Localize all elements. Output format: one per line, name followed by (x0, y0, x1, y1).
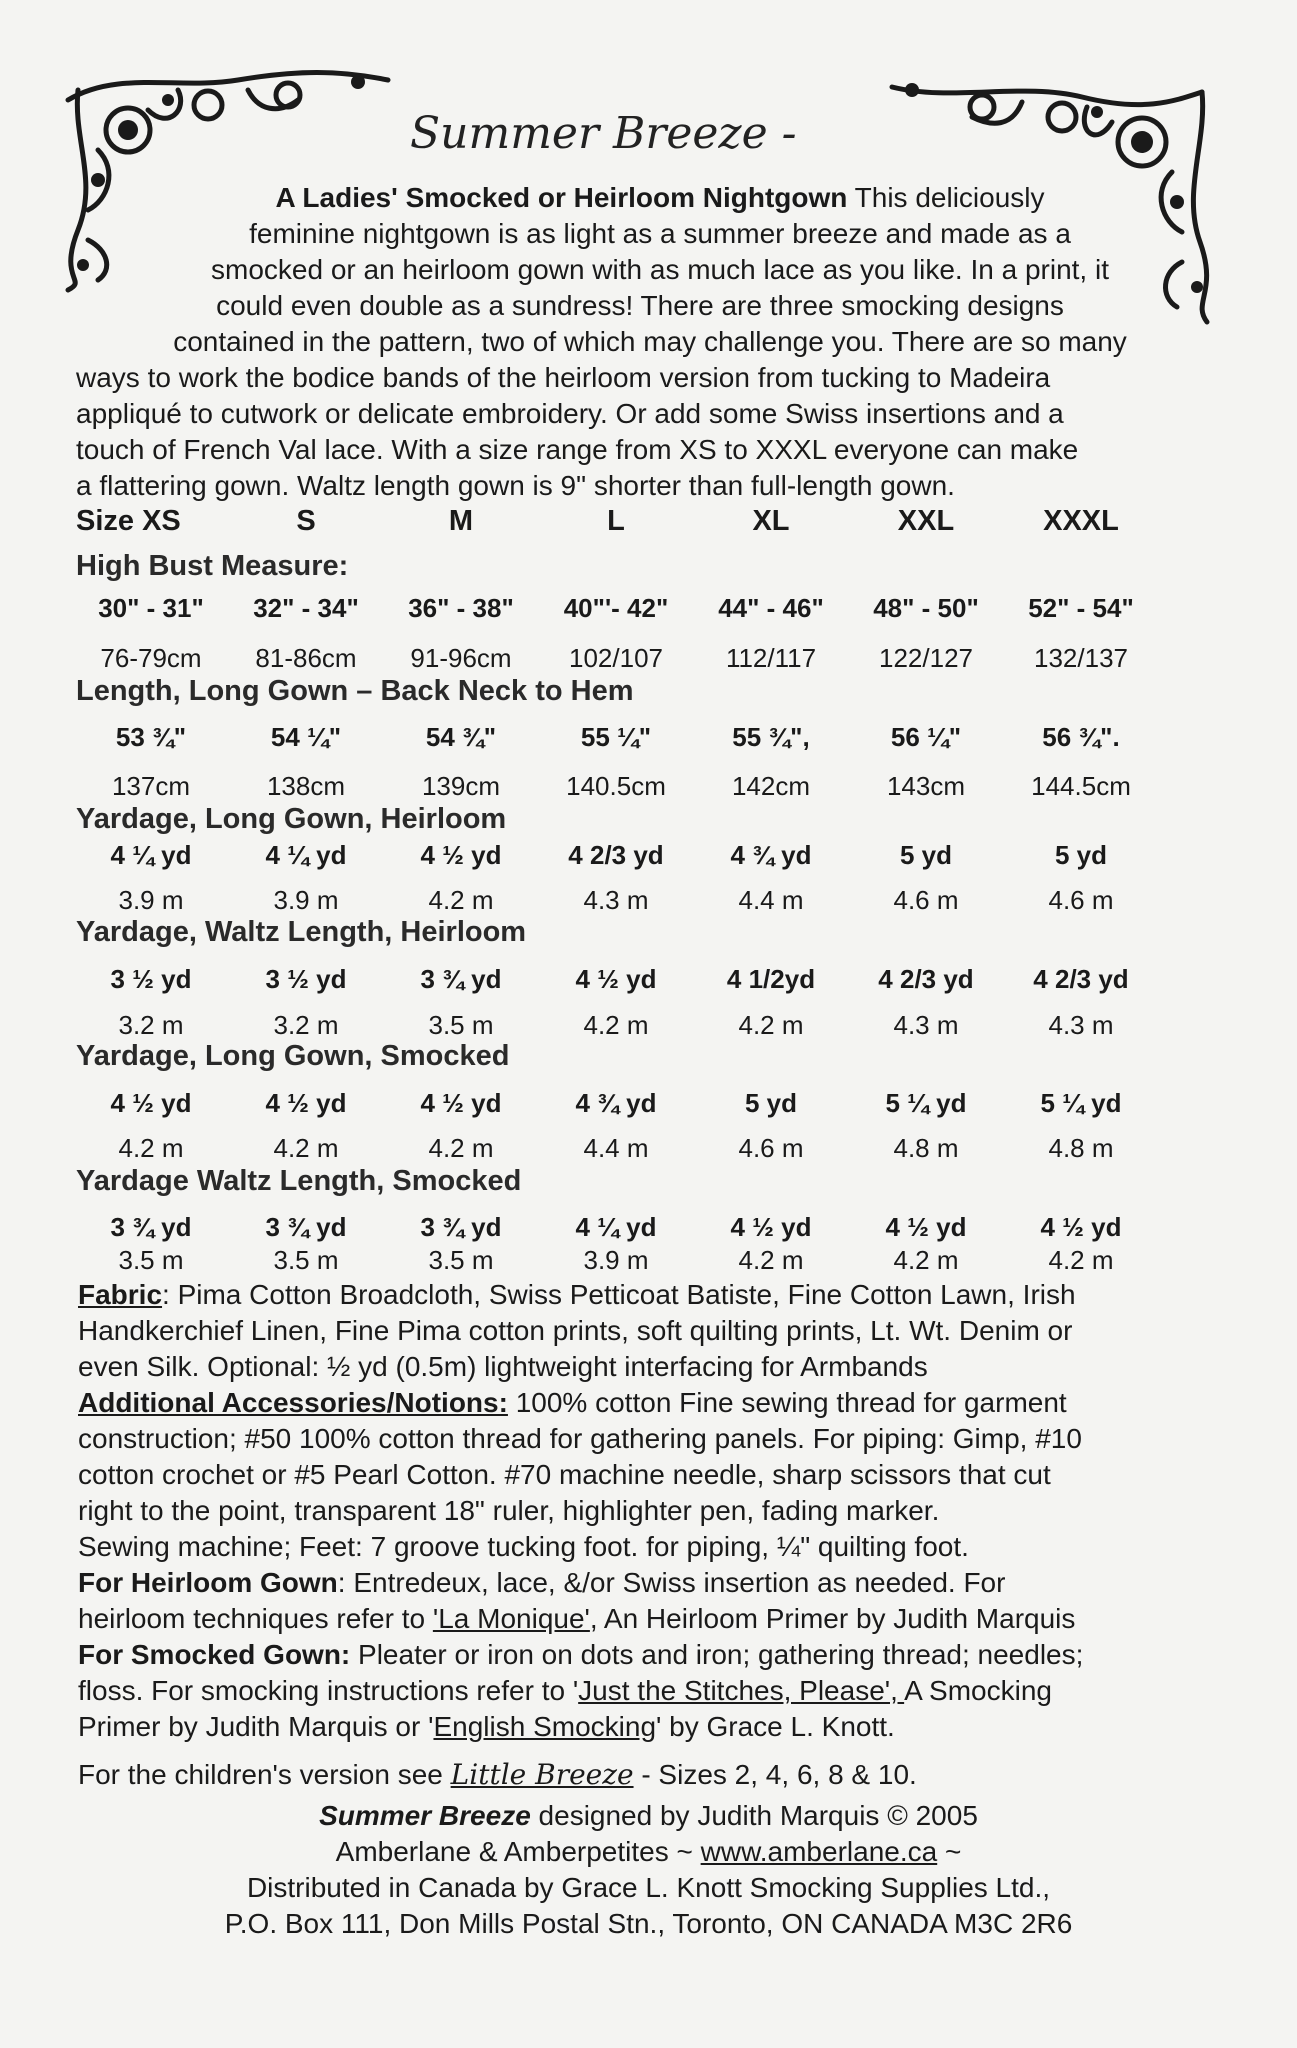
table-cell: 32" - 34" (253, 593, 359, 623)
table-cell: 4.2 m (273, 1133, 339, 1163)
table-cell: 3 ¾ yd (110, 1212, 192, 1242)
table-cell: 56 ¾". (1042, 722, 1120, 752)
table-cell: 4 ½ yd (420, 840, 502, 870)
table-cell: 3 ¾ yd (420, 1212, 502, 1242)
section-heading: Yardage, Long Gown, Smocked (76, 1040, 510, 1072)
table-cell: 4 ½ yd (265, 1088, 347, 1118)
table-cell: 3.5 m (118, 1245, 184, 1275)
table-cell: 3.2 m (118, 1010, 184, 1040)
table-cell: 3.9 m (118, 885, 184, 915)
table-cell: 4.2 m (428, 885, 494, 915)
children-post: - Sizes 2, 4, 6, 8 & 10. (633, 1759, 917, 1790)
table-cell: 137cm (111, 771, 191, 801)
imperial-row (76, 1212, 1226, 1248)
table-cell: 4.2 m (738, 1245, 804, 1275)
heirloom-label: For Heirloom Gown (78, 1567, 338, 1598)
table-cell: 52" - 54" (1028, 593, 1134, 623)
table-cell: 4.4 m (583, 1133, 649, 1163)
table-cell: 4 ½ yd (575, 964, 657, 994)
table-cell: 56 ¼" (890, 722, 962, 752)
table-cell: 4.8 m (893, 1133, 959, 1163)
table-cell: 5 yd (899, 840, 953, 870)
table-cell: 4 ¼ yd (575, 1212, 657, 1242)
metric-row (76, 771, 1226, 807)
footer-company: Amberlane & Amberpetites ~ (335, 1836, 701, 1867)
intro-line-1 (70, 180, 1250, 216)
footer-design-title: Summer Breeze (319, 1800, 531, 1831)
fabric-line-1 (78, 1277, 1076, 1313)
heirloom-pre: heirloom techniques refer to (78, 1603, 433, 1634)
footer-address: P.O. Box 111, Don Mills Postal Stn., Toronto, ON CANADA M3C 2R6 (224, 1908, 1073, 1939)
accessories-line-3: cotton crochet or #5 Pearl Cotton. #70 machine needle, sharp scissors that cut (78, 1459, 1051, 1490)
table-cell: 4.4 m (738, 885, 804, 915)
accessories-line-5: Sewing machine; Feet: 7 groove tucking foot. for piping, ¼" quilting foot. (78, 1531, 969, 1562)
metric-row (76, 643, 1226, 679)
fabric-text-1: : Pima Cotton Broadcloth, Swiss Petticoat Batiste, Fine Cotton Lawn, Irish (162, 1279, 1076, 1310)
table-cell: 4.3 m (583, 885, 649, 915)
intro-lead: A Ladies' Smocked or Heirloom Nightgown (275, 182, 848, 213)
table-cell: 3 ½ yd (110, 964, 192, 994)
table-cell: 3.5 m (428, 1245, 494, 1275)
table-cell: 5 ¼ yd (885, 1088, 967, 1118)
table-cell: 132/137 (1034, 643, 1128, 673)
size-xl: XL (752, 505, 790, 537)
imperial-row (76, 722, 1226, 758)
table-cell: 4.6 m (893, 885, 959, 915)
footer-distributed: Distributed in Canada by Grace L. Knott Smocking Supplies Ltd., (246, 1872, 1051, 1903)
accessories-label: Additional Accessories/Notions: (78, 1387, 508, 1418)
size-label: Size XS (76, 505, 181, 537)
table-cell: 4.2 m (428, 1133, 494, 1163)
table-cell: 5 ¼ yd (1040, 1088, 1122, 1118)
smocked-label: For Smocked Gown: (78, 1639, 351, 1670)
heirloom-text-1: : Entredeux, lace, &/or Swiss insertion as needed. For (337, 1567, 1006, 1598)
heirloom-line-1 (78, 1565, 1005, 1601)
table-cell: 102/107 (569, 643, 663, 673)
smocked-post-3: ' by Grace L. Knott. (656, 1711, 895, 1742)
intro-line-9: a flattering gown. Waltz length gown is 9" shorter than full-length gown. (76, 470, 955, 501)
table-cell: 4.2 m (118, 1133, 184, 1163)
fabric-line-2: Handkerchief Linen, Fine Pima cotton prints, soft quilting prints, Lt. Wt. Denim or (78, 1315, 1073, 1346)
accessories-line-2: construction; #50 100% cotton thread for gathering panels. For piping: Gimp, #10 (78, 1423, 1082, 1454)
table-cell: 5 yd (1054, 840, 1108, 870)
table-cell: 4 2/3 yd (1033, 964, 1129, 994)
table-cell: 54 ¼" (270, 722, 342, 752)
section-heading: Yardage, Long Gown, Heirloom (76, 803, 507, 835)
table-cell: 4 1/2yd (726, 964, 816, 994)
table-cell: 4 ½ yd (1040, 1212, 1122, 1242)
table-cell: 3.9 m (583, 1245, 649, 1275)
table-cell: 4 ½ yd (420, 1088, 502, 1118)
table-cell: 55 ¾", (732, 722, 810, 752)
table-cell: 140.5cm (566, 771, 666, 801)
table-cell: 4.6 m (738, 1133, 804, 1163)
footer-company-line (0, 1836, 1297, 1868)
table-cell: 4.3 m (893, 1010, 959, 1040)
accessories-text-1: 100% cotton Fine sewing thread for garment (507, 1387, 1067, 1418)
table-cell: 36" - 38" (408, 593, 514, 623)
table-cell: 4 2/3 yd (568, 840, 664, 870)
section-heading: Yardage, Waltz Length, Heirloom (76, 916, 527, 948)
table-cell: 4 ¾ yd (730, 840, 812, 870)
table-cell: 4.6 m (1048, 885, 1114, 915)
metric-row (76, 1133, 1226, 1169)
size-m: M (448, 505, 474, 537)
english-smocking-reference: English Smocking (433, 1711, 657, 1742)
la-monique-reference: 'La Monique' (432, 1603, 590, 1634)
intro-line-6: ways to work the bodice bands of the heirloom version from tucking to Madeira (76, 362, 1051, 393)
smocked-pre: floss. For smocking instructions refer to ' (78, 1675, 579, 1706)
intro-line-5: contained in the pattern, two of which may challenge you. There are so many (173, 326, 1127, 357)
size-s: S (296, 505, 316, 537)
smocked-pre-3: Primer by Judith Marquis or ' (78, 1711, 434, 1742)
table-cell: 53 ¾" (115, 722, 187, 752)
footer-design-line (0, 1800, 1297, 1832)
footer-designed-by: designed by Judith Marquis © 2005 (530, 1800, 978, 1831)
children-pre: For the children's version see (78, 1759, 451, 1790)
imperial-row (76, 593, 1226, 629)
smocked-line-1 (78, 1637, 1083, 1673)
smocked-text-1: Pleater or iron on dots and iron; gathering thread; needles; (350, 1639, 1084, 1670)
table-cell: 4 2/3 yd (878, 964, 974, 994)
table-cell: 3.5 m (428, 1010, 494, 1040)
smocked-line-2 (78, 1673, 1052, 1709)
table-cell: 55 ¼" (580, 722, 652, 752)
little-breeze-reference: Little Breeze (450, 1758, 634, 1791)
table-cell: 3 ¾ yd (420, 964, 502, 994)
imperial-row (76, 1088, 1226, 1124)
metric-row (76, 1245, 1226, 1281)
table-cell: 3.5 m (273, 1245, 339, 1275)
table-cell: 4.2 m (893, 1245, 959, 1275)
smocked-post: A Smocking (904, 1675, 1052, 1706)
heirloom-post: , An Heirloom Primer by Judith Marquis (589, 1603, 1076, 1634)
website-link[interactable]: www.amberlane.ca (700, 1836, 938, 1867)
section-heading: High Bust Measure: (76, 550, 349, 582)
page-title: Summer Breeze - (410, 108, 797, 159)
table-cell: 4 ½ yd (110, 1088, 192, 1118)
table-cell: 3 ½ yd (265, 964, 347, 994)
table-cell: 3.9 m (273, 885, 339, 915)
table-cell: 4 ½ yd (885, 1212, 967, 1242)
table-cell: 4 ½ yd (730, 1212, 812, 1242)
just-the-stitches-reference: Just the Stitches, Please', (578, 1675, 905, 1706)
accessories-line-4: right to the point, transparent 18" ruler, highlighter pen, fading marker. (78, 1495, 940, 1526)
table-cell: 138cm (266, 771, 346, 801)
table-cell: 40"'- 42" (563, 593, 669, 623)
table-cell: 144.5cm (1031, 771, 1131, 801)
table-cell: 4 ¼ yd (110, 840, 192, 870)
table-cell: 3.2 m (273, 1010, 339, 1040)
table-cell: 81-86cm (255, 643, 357, 673)
accessories-line-1 (78, 1385, 1067, 1421)
table-cell: 4.3 m (1048, 1010, 1114, 1040)
table-cell: 4.2 m (738, 1010, 804, 1040)
intro-line-2: feminine nightgown is as light as a summer breeze and made as a (249, 218, 1071, 249)
table-cell: 54 ¾" (425, 722, 497, 752)
table-cell: 44" - 46" (718, 593, 824, 623)
table-cell: 4.2 m (583, 1010, 649, 1040)
table-cell: 30" - 31" (98, 593, 204, 623)
children-version-line (78, 1757, 917, 1793)
size-l: L (607, 505, 625, 537)
table-cell: 4 ¾ yd (575, 1088, 657, 1118)
table-cell: 4.8 m (1048, 1133, 1114, 1163)
intro-line-3: smocked or an heirloom gown with as much lace as you like. In a print, it (211, 254, 1109, 285)
table-cell: 5 yd (744, 1088, 798, 1118)
footer-url-post: ~ (937, 1836, 962, 1867)
fabric-line-3: even Silk. Optional: ½ yd (0.5m) lightweight interfacing for Armbands (78, 1351, 928, 1382)
table-cell: 139cm (421, 771, 501, 801)
table-cell: 143cm (886, 771, 966, 801)
intro-line-8: touch of French Val lace. With a size range from XS to XXXL everyone can make (76, 434, 1079, 465)
heirloom-line-2 (78, 1601, 1075, 1637)
table-cell: 4.2 m (1048, 1245, 1114, 1275)
imperial-row (76, 964, 1226, 1000)
table-cell: 122/127 (879, 643, 973, 673)
table-cell: 112/117 (725, 643, 817, 673)
smocked-line-3 (78, 1709, 895, 1745)
table-cell: 91-96cm (410, 643, 512, 673)
size-xxxl: XXXL (1043, 505, 1119, 537)
imperial-row (76, 840, 1226, 876)
table-cell: 76-79cm (100, 643, 202, 673)
table-cell: 3 ¾ yd (265, 1212, 347, 1242)
size-header-row (76, 505, 1226, 541)
intro-line-4: could even double as a sundress! There are three smocking designs (216, 290, 1064, 321)
size-xxl: XXL (897, 505, 955, 537)
intro-line-1-rest: This deliciously (847, 182, 1045, 213)
section-heading: Length, Long Gown – Back Neck to Hem (76, 675, 634, 707)
intro-line-7: appliqué to cutwork or delicate embroidery. Or add some Swiss insertions and a (76, 398, 1064, 429)
table-cell: 4 ¼ yd (265, 840, 347, 870)
section-heading: Yardage Waltz Length, Smocked (76, 1165, 522, 1197)
table-cell: 142cm (731, 771, 811, 801)
fabric-label: Fabric (78, 1279, 163, 1310)
table-cell: 48" - 50" (873, 593, 979, 623)
